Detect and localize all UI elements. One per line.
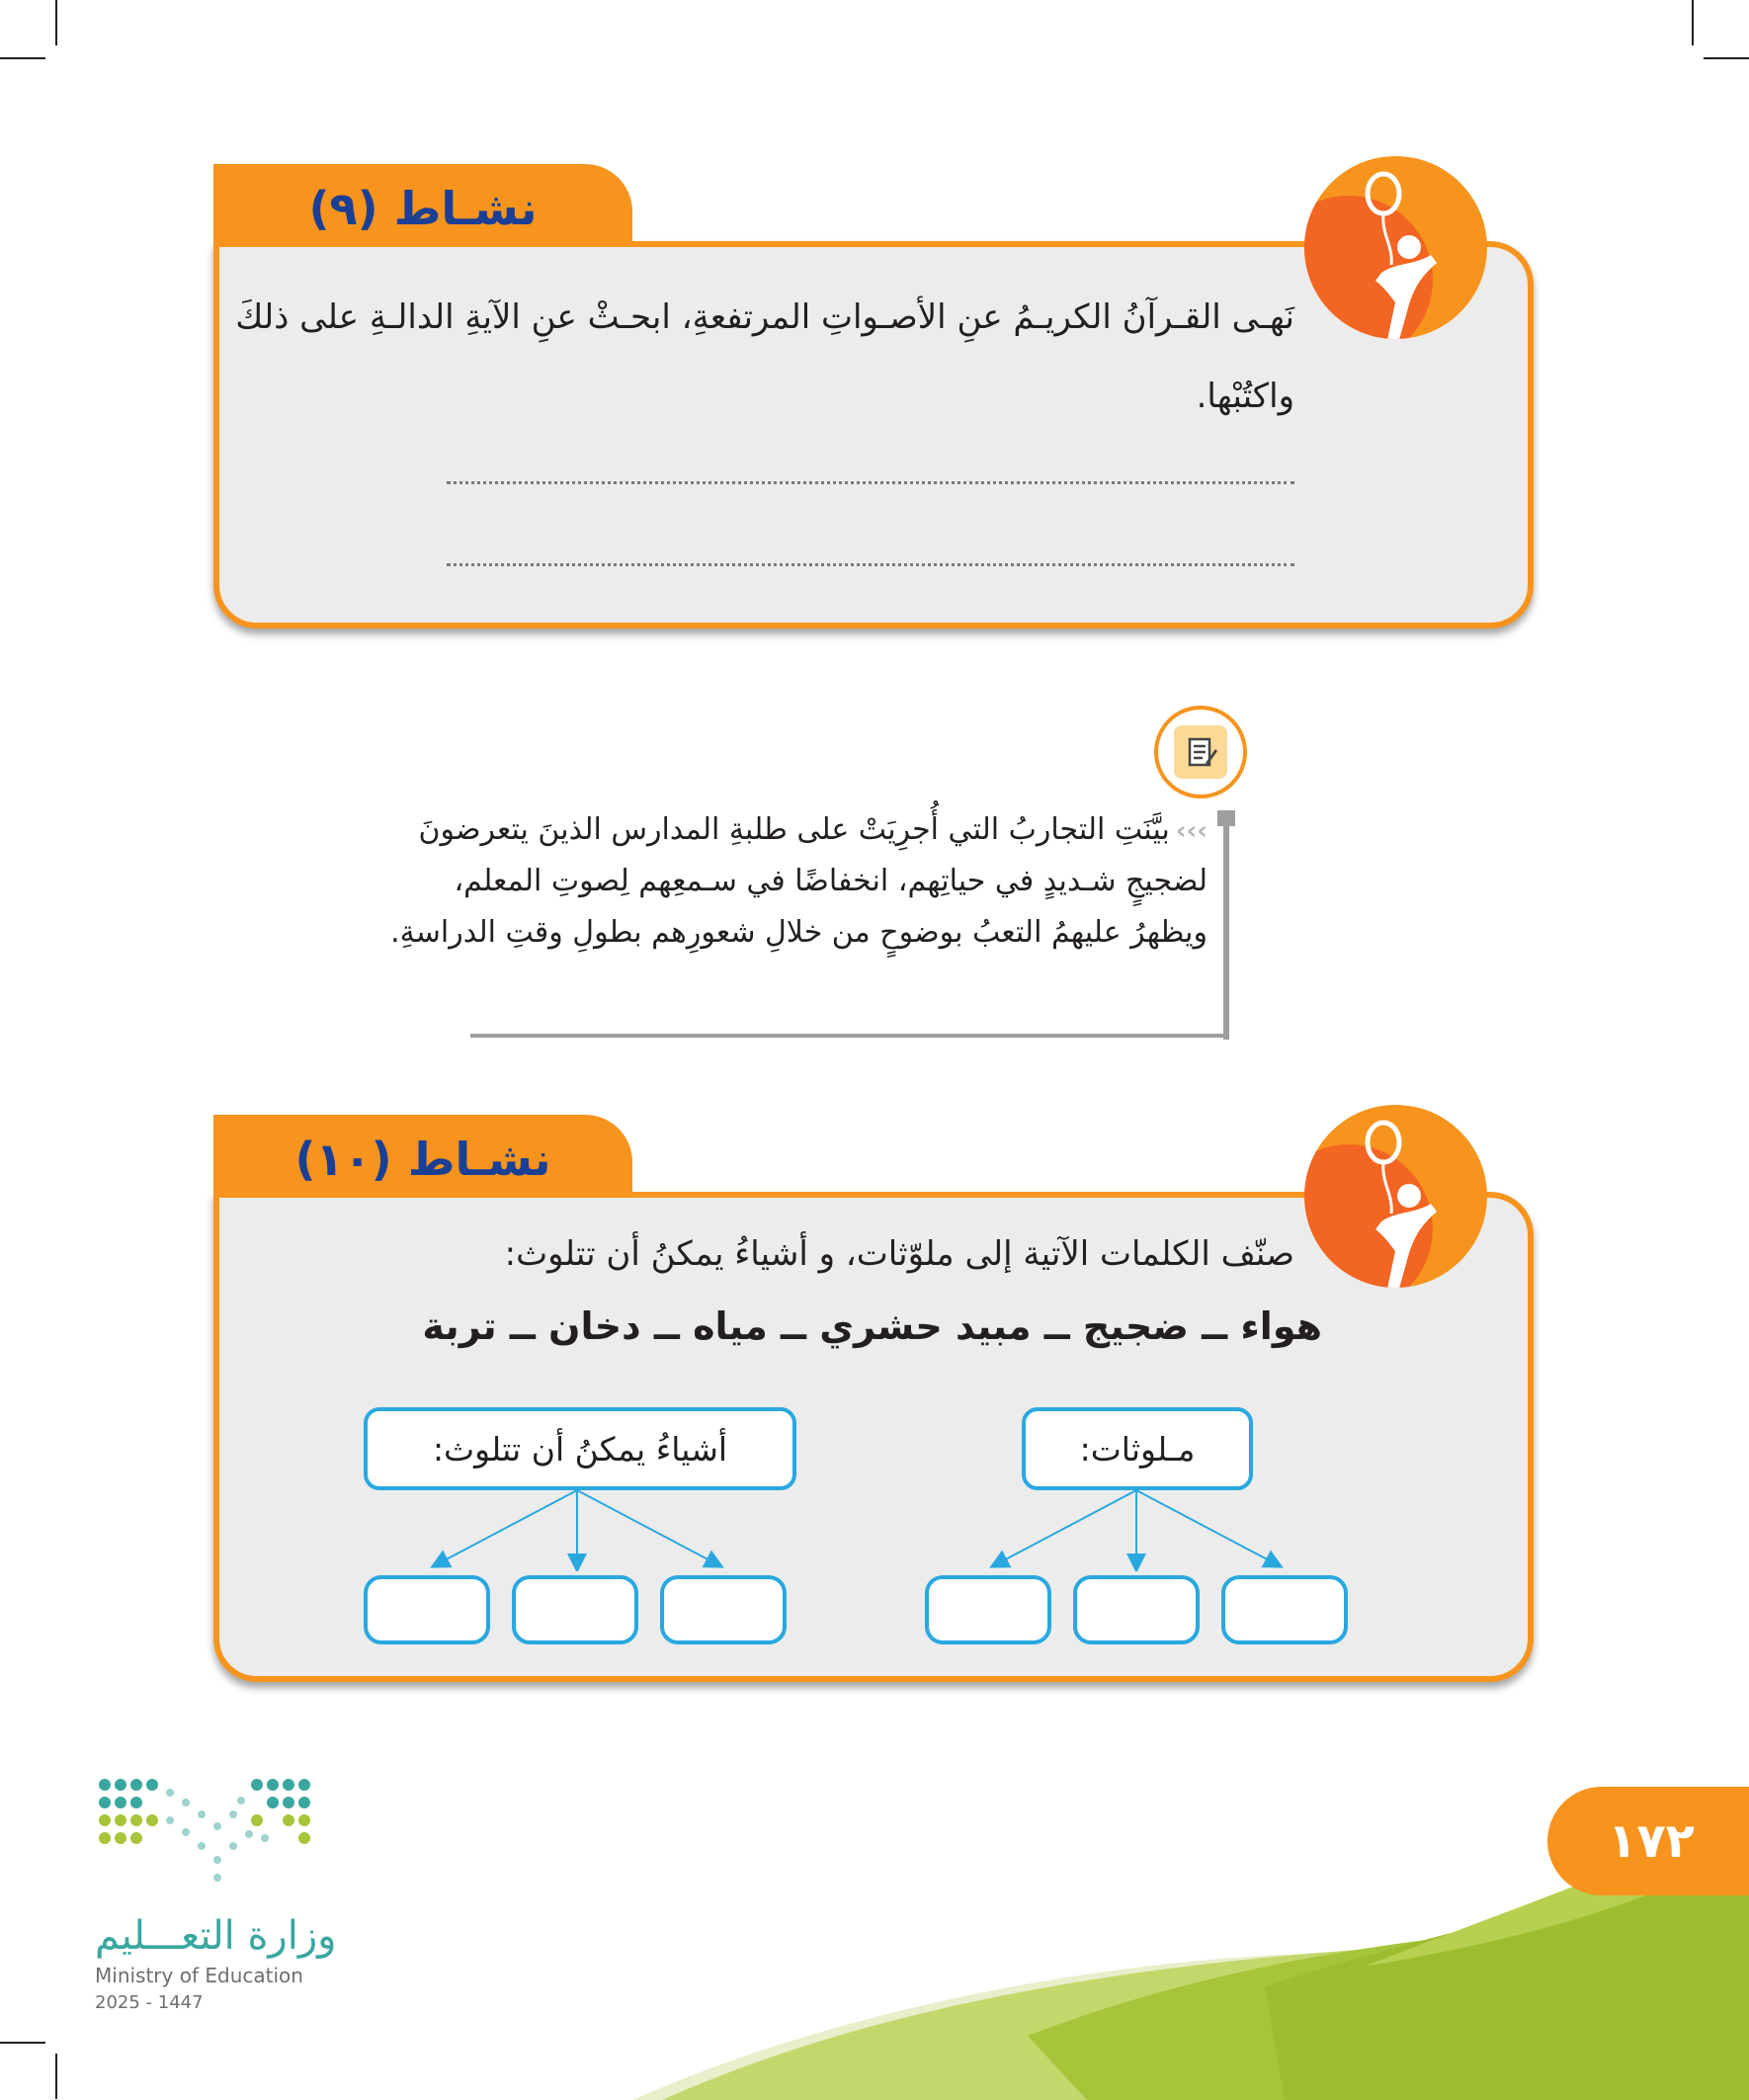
activity-9-question-line-1: نَهـى القـرآنُ الكريـمُ عنِ الأصـواتِ المرتفعةِ، ابحـثْ عنِ الآيةِ الدالـةِ على ذلكَ: [235, 297, 1294, 337]
activity-9-title: نشـاط (٩): [213, 164, 632, 253]
ministry-logo-dots: [95, 1775, 312, 1893]
chevron-icon: ›››: [1175, 816, 1208, 846]
activity-10-instruction: صنّف الكلمات الآتية إلى ملوّثات، و أشياءُ يمكنُ أن تتلوث:: [504, 1234, 1294, 1274]
ministry-name-arabic: وزارة التعـــليم: [95, 1913, 337, 1959]
note-line-1: ›››بيَّنَتِ التجاربُ التي أُجرِيَتْ على طلبةِ المدارس الذينَ يتعرضونَ: [418, 812, 1208, 847]
note-line-2: لضجيجٍ شـديدٍ في حياتِهم، انخفاضًا في سـمعِهم لِصوتِ المعلم،: [454, 864, 1208, 898]
word-list: هواء ــ ضجيج ــ مبيد حشري ــ مياه ــ دخان ــ تربة: [422, 1304, 1322, 1348]
edition-year: 2025 - 1447: [95, 1992, 204, 2013]
activity-10-title: نشـاط (١٠): [213, 1115, 632, 1204]
category-things-box: أشياءُ يمكنُ أن تتلوث:: [364, 1407, 796, 1490]
page-number: ١٧٢: [1547, 1787, 1749, 1895]
ministry-name-english: Ministry of Education: [95, 1964, 303, 1987]
category-pollutants-box: مـلوثات:: [1022, 1407, 1253, 1490]
note-line-3: ويظهرُ عليهمُ التعبُ بوضوحٍ من خلالِ شعورِهم بطولِ وقتِ الدراسةِ.: [390, 915, 1208, 950]
activity-9-question-line-2: واكتُبْها.: [1196, 377, 1294, 416]
